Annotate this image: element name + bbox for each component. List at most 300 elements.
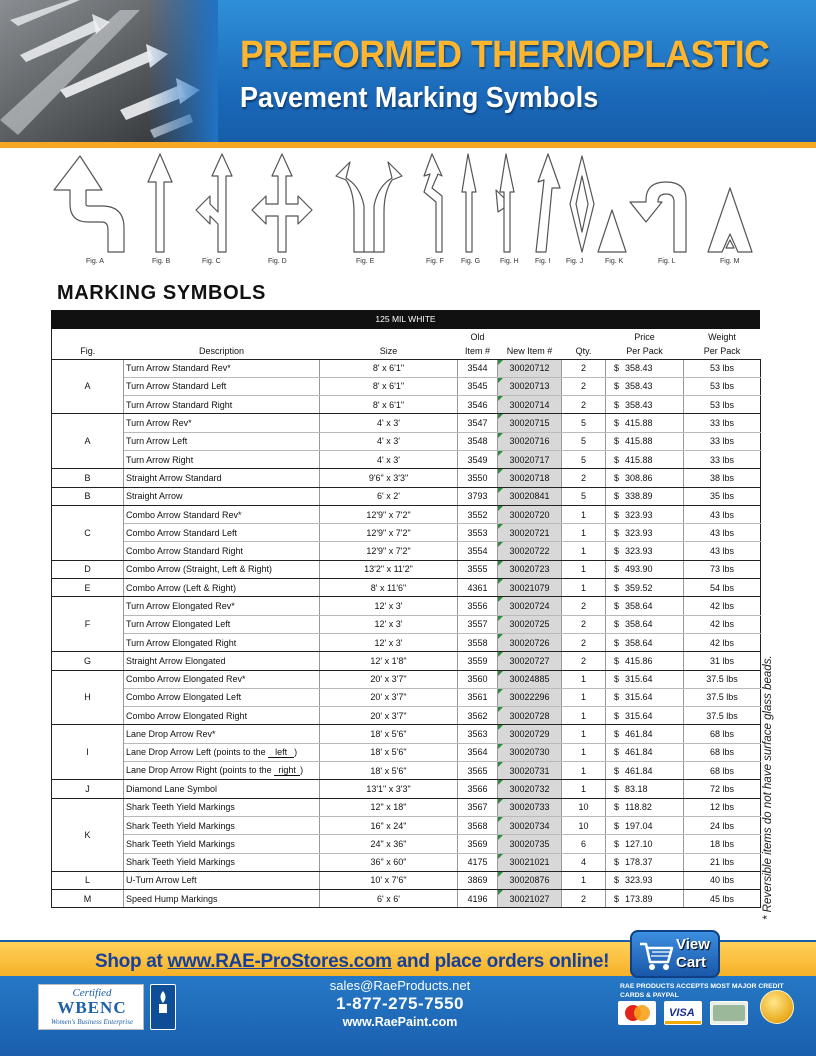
old-item-cell: 3567 (458, 798, 498, 816)
description-cell: Straight Arrow (124, 487, 320, 505)
qty-cell: 2 (562, 377, 606, 395)
qty-cell: 2 (562, 396, 606, 414)
fig-a-icon (54, 156, 124, 252)
fig-c-icon (196, 154, 232, 252)
old-item-cell: 3550 (458, 469, 498, 487)
weight-cell: 24 lbs (684, 816, 761, 834)
price-cell: $ 493.90 (606, 560, 684, 578)
fig-cell: F (52, 597, 124, 652)
qty-cell: 1 (562, 579, 606, 597)
old-item-cell: 3559 (458, 652, 498, 670)
table-row (52, 414, 761, 432)
weight-cell: 53 lbs (684, 396, 761, 414)
cell-marker-icon (498, 561, 503, 566)
new-item-cell: 30022296 (498, 688, 562, 706)
new-item-cell: 30020717 (498, 450, 562, 468)
old-item-cell: 3548 (458, 432, 498, 450)
new-item-cell: 30020714 (498, 396, 562, 414)
cell-marker-icon (498, 854, 503, 859)
size-cell: 18' x 5'6" (320, 725, 458, 743)
mastercard-icon (618, 1001, 656, 1025)
description-cell: Turn Arrow Right (124, 450, 320, 468)
visa-icon: VISA (664, 1001, 702, 1025)
weight-cell: 21 lbs (684, 853, 761, 871)
cell-marker-icon (498, 579, 503, 584)
shop-link[interactable]: www.RAE-ProStores.com (167, 951, 392, 972)
bbb-logo (150, 984, 176, 1030)
new-item-cell: 30021079 (498, 579, 562, 597)
size-cell: 20' x 3'7" (320, 688, 458, 706)
torch-icon (154, 989, 172, 1015)
old-item-cell: 3564 (458, 743, 498, 761)
new-item-cell: 30020841 (498, 487, 562, 505)
col-old-header: Old (470, 331, 485, 342)
description-cell: Turn Arrow Standard Right (124, 396, 320, 414)
size-cell: 12' x 3' (320, 615, 458, 633)
qty-cell: 1 (562, 560, 606, 578)
weight-cell: 42 lbs (684, 615, 761, 633)
table-band: 125 MIL WHITE (51, 310, 760, 329)
qty-cell: 1 (562, 670, 606, 688)
fig-label: Fig. G (461, 258, 481, 265)
view-cart-button[interactable] (630, 930, 720, 978)
weight-cell: 37.5 lbs (684, 707, 761, 725)
cell-marker-icon (498, 451, 503, 456)
table-row (52, 359, 761, 377)
fig-cell: G (52, 652, 124, 670)
size-cell: 24" x 36" (320, 835, 458, 853)
old-item-cell: 3562 (458, 707, 498, 725)
fig-cell: E (52, 579, 124, 597)
weight-cell: 45 lbs (684, 890, 761, 908)
old-item-cell: 3546 (458, 396, 498, 414)
fig-label: Fig. F (426, 258, 444, 265)
size-cell: 6' x 6' (320, 890, 458, 908)
header-row (52, 344, 761, 359)
old-item-cell: 3565 (458, 762, 498, 780)
size-cell: 9'6" x 3'3" (320, 469, 458, 487)
price-cell: $ 323.93 (606, 505, 684, 523)
old-item-cell: 3547 (458, 414, 498, 432)
size-cell: 13'2" x 11'2" (320, 560, 458, 578)
fig-cell: A (52, 359, 124, 414)
description-cell: Shark Teeth Yield Markings (124, 816, 320, 834)
cell-marker-icon (498, 799, 503, 804)
qty-cell: 2 (562, 359, 606, 377)
qty-cell: 1 (562, 688, 606, 706)
table-row (52, 487, 761, 505)
qty-cell: 2 (562, 469, 606, 487)
new-item-cell: 30020725 (498, 615, 562, 633)
cart-label-2: Cart (676, 954, 707, 971)
col-price-header-2: Per Pack (606, 344, 684, 359)
price-cell: $ 415.86 (606, 652, 684, 670)
reversible-note: * Reversible items do not have surface glass beads. (762, 655, 774, 920)
fig-cell: J (52, 780, 124, 798)
cell-marker-icon (498, 506, 503, 511)
price-cell: $ 338.89 (606, 487, 684, 505)
price-cell: $ 315.64 (606, 707, 684, 725)
description-cell: Combo Arrow Standard Rev* (124, 505, 320, 523)
new-item-cell: 30020721 (498, 524, 562, 542)
table-row (52, 890, 761, 908)
weight-cell: 73 lbs (684, 560, 761, 578)
table-row (52, 524, 761, 542)
weight-cell: 18 lbs (684, 835, 761, 853)
new-item-cell: 30020724 (498, 597, 562, 615)
website-link[interactable]: www.RaePaint.com (342, 1015, 458, 1029)
weight-cell: 31 lbs (684, 652, 761, 670)
qty-cell: 1 (562, 743, 606, 761)
old-item-cell: 3563 (458, 725, 498, 743)
price-cell: $ 461.84 (606, 725, 684, 743)
price-cell: $ 415.88 (606, 432, 684, 450)
fig-cell: D (52, 560, 124, 578)
new-item-cell: 30020735 (498, 835, 562, 853)
size-cell: 6' x 2' (320, 487, 458, 505)
old-item-cell: 3560 (458, 670, 498, 688)
size-cell: 12" x 18" (320, 798, 458, 816)
description-cell: U-Turn Arrow Left (124, 871, 320, 889)
page-title: PREFORMED THERMOPLASTIC (240, 34, 770, 76)
weight-cell: 35 lbs (684, 487, 761, 505)
page-header (0, 0, 816, 142)
cell-marker-icon (498, 872, 503, 877)
cell-marker-icon (498, 762, 503, 767)
new-item-cell: 30020723 (498, 560, 562, 578)
col-description-header: Description (124, 344, 320, 359)
description-cell: Combo Arrow (Straight, Left & Right) (124, 560, 320, 578)
fig-label: Fig. H (500, 258, 519, 265)
fig-k-icon (598, 210, 626, 252)
email-link[interactable]: sales@RaeProducts.net (329, 978, 471, 993)
qty-cell: 6 (562, 835, 606, 853)
size-cell: 18' x 5'6" (320, 743, 458, 761)
description-cell: Shark Teeth Yield Markings (124, 835, 320, 853)
old-item-cell: 3555 (458, 560, 498, 578)
description-cell: Speed Hump Markings (124, 890, 320, 908)
description-cell: Lane Drop Arrow Right (points to the right ) (124, 762, 320, 780)
qty-cell: 1 (562, 505, 606, 523)
cell-marker-icon (498, 689, 503, 694)
new-item-cell: 30020732 (498, 780, 562, 798)
qty-cell: 1 (562, 780, 606, 798)
old-item-cell: 3568 (458, 816, 498, 834)
new-item-cell: 30020726 (498, 633, 562, 651)
old-item-cell: 3549 (458, 450, 498, 468)
table-row (52, 615, 761, 633)
table-row (52, 816, 761, 834)
new-item-cell: 30020718 (498, 469, 562, 487)
new-item-cell: 30020722 (498, 542, 562, 560)
weight-cell: 43 lbs (684, 524, 761, 542)
fig-h-icon (496, 154, 514, 252)
description-cell: Combo Arrow Elongated Rev* (124, 670, 320, 688)
old-item-cell: 3556 (458, 597, 498, 615)
price-cell: $ 323.93 (606, 871, 684, 889)
fig-label: Fig. E (356, 258, 375, 265)
size-cell: 4' x 3' (320, 450, 458, 468)
side-note (762, 650, 780, 920)
size-cell: 12' x 3' (320, 633, 458, 651)
table-row (52, 432, 761, 450)
table-row (52, 688, 761, 706)
fig-label: Fig. C (202, 258, 221, 265)
size-cell: 36" x 60" (320, 853, 458, 871)
old-item-cell: 3566 (458, 780, 498, 798)
section-title: MARKING SYMBOLS (57, 282, 266, 304)
fig-label: Fig. J (566, 258, 584, 265)
qty-cell: 1 (562, 762, 606, 780)
weight-cell: 38 lbs (684, 469, 761, 487)
cell-marker-icon (498, 396, 503, 401)
qty-cell: 5 (562, 450, 606, 468)
weight-cell: 37.5 lbs (684, 670, 761, 688)
qty-cell: 4 (562, 853, 606, 871)
weight-cell: 53 lbs (684, 377, 761, 395)
size-cell: 12' x 1'8" (320, 652, 458, 670)
price-cell: $ 118.82 (606, 798, 684, 816)
description-cell: Combo Arrow Standard Left (124, 524, 320, 542)
cell-marker-icon (498, 780, 503, 785)
size-cell: 12'9" x 7'2" (320, 542, 458, 560)
fig-l-icon (630, 182, 686, 252)
table-row (52, 560, 761, 578)
cell-marker-icon (498, 707, 503, 712)
description-cell: Combo Arrow Elongated Right (124, 707, 320, 725)
price-cell: $ 461.84 (606, 743, 684, 761)
price-cell: $ 461.84 (606, 762, 684, 780)
table-row (52, 798, 761, 816)
size-cell: 13'1" x 3'3" (320, 780, 458, 798)
price-cell: $ 415.88 (606, 414, 684, 432)
description-cell: Diamond Lane Symbol (124, 780, 320, 798)
col-size-header: Size (320, 344, 458, 359)
fig-b-icon (148, 154, 172, 252)
qty-cell: 5 (562, 487, 606, 505)
description-cell: Lane Drop Arrow Left (points to the left ) (124, 743, 320, 761)
fig-label: Fig. A (86, 258, 104, 265)
qty-cell: 1 (562, 542, 606, 560)
price-cell: $ 308.86 (606, 469, 684, 487)
old-item-cell: 3561 (458, 688, 498, 706)
old-item-cell: 3552 (458, 505, 498, 523)
old-item-cell: 3569 (458, 835, 498, 853)
road-photo (0, 0, 218, 142)
old-item-cell: 4196 (458, 890, 498, 908)
price-cell: $ 358.43 (606, 396, 684, 414)
weight-cell: 53 lbs (684, 359, 761, 377)
cell-marker-icon (498, 671, 503, 676)
new-item-cell: 30021027 (498, 890, 562, 908)
cell-marker-icon (498, 524, 503, 529)
table-row (52, 670, 761, 688)
qty-cell: 5 (562, 414, 606, 432)
size-cell: 12'9" x 7'2" (320, 524, 458, 542)
size-cell: 20' x 3'7" (320, 670, 458, 688)
new-item-cell: 30020730 (498, 743, 562, 761)
table-row (52, 469, 761, 487)
fig-cell: A (52, 414, 124, 469)
weight-cell: 43 lbs (684, 505, 761, 523)
size-cell: 8' x 6'1" (320, 359, 458, 377)
weight-cell: 68 lbs (684, 762, 761, 780)
fig-f-icon (424, 154, 442, 252)
table-row (52, 707, 761, 725)
fig-cell: L (52, 871, 124, 889)
fig-d-icon (252, 154, 312, 252)
weight-cell: 37.5 lbs (684, 688, 761, 706)
cell-marker-icon (498, 488, 503, 493)
fig-label: Fig. K (605, 258, 624, 265)
weight-cell: 54 lbs (684, 579, 761, 597)
qty-cell: 1 (562, 707, 606, 725)
cell-marker-icon (498, 542, 503, 547)
fig-label: Fig. I (535, 258, 551, 265)
fig-cell: I (52, 725, 124, 780)
fig-j-icon (570, 156, 594, 252)
price-cell: $ 173.89 (606, 890, 684, 908)
new-item-cell: 30020712 (498, 359, 562, 377)
new-item-cell: 30020729 (498, 725, 562, 743)
cell-marker-icon (498, 725, 503, 730)
size-cell: 8' x 6'1" (320, 377, 458, 395)
size-cell: 4' x 3' (320, 414, 458, 432)
table-row (52, 377, 761, 395)
cell-marker-icon (498, 744, 503, 749)
payment-note: RAE PRODUCTS ACCEPTS MOST MAJOR CREDIT CARDS & PAYPAL (620, 983, 784, 999)
fig-cell: B (52, 469, 124, 487)
description-cell: Shark Teeth Yield Markings (124, 853, 320, 871)
old-item-cell: 3869 (458, 871, 498, 889)
wbenc-logo: Certified WBENC Women's Business Enterprise (38, 984, 144, 1030)
cell-marker-icon (498, 616, 503, 621)
cell-marker-icon (498, 378, 503, 383)
new-item-cell: 30020727 (498, 652, 562, 670)
size-cell: 10' x 7'6" (320, 871, 458, 889)
weight-cell: 33 lbs (684, 414, 761, 432)
price-cell: $ 197.04 (606, 816, 684, 834)
new-item-cell: 30020720 (498, 505, 562, 523)
weight-cell: 12 lbs (684, 798, 761, 816)
paypal-seal-icon (760, 990, 794, 1024)
old-item-cell: 3793 (458, 487, 498, 505)
weight-cell: 42 lbs (684, 597, 761, 615)
cell-marker-icon (498, 634, 503, 639)
table-row (52, 871, 761, 889)
phone-number: 1-877-275-7550 (336, 994, 464, 1013)
col-weight-header: Weight (708, 331, 736, 342)
description-cell: Lane Drop Arrow Rev* (124, 725, 320, 743)
fig-cell: M (52, 890, 124, 908)
fig-cell: H (52, 670, 124, 725)
cell-marker-icon (498, 469, 503, 474)
table-body (52, 359, 761, 908)
old-item-cell: 3545 (458, 377, 498, 395)
weight-cell: 72 lbs (684, 780, 761, 798)
qty-cell: 1 (562, 524, 606, 542)
cell-marker-icon (498, 652, 503, 657)
credit-card-icon (710, 1001, 748, 1025)
qty-cell: 10 (562, 816, 606, 834)
fig-label: Fig. L (658, 258, 676, 265)
price-cell: $ 358.64 (606, 615, 684, 633)
table-row (52, 743, 761, 761)
price-cell: $ 358.64 (606, 633, 684, 651)
description-cell: Turn Arrow Rev* (124, 414, 320, 432)
table-row (52, 505, 761, 523)
weight-cell: 33 lbs (684, 450, 761, 468)
marking-symbols-table (51, 329, 761, 908)
fig-e-icon (336, 162, 402, 252)
new-item-cell: 30020734 (498, 816, 562, 834)
cart-label-1: View (676, 936, 710, 953)
description-cell: Shark Teeth Yield Markings (124, 798, 320, 816)
contact-block (280, 978, 520, 1030)
col-weight-header-2: Per Pack (684, 344, 761, 359)
fig-i-icon (536, 154, 560, 252)
table-row (52, 579, 761, 597)
description-cell: Turn Arrow Left (124, 432, 320, 450)
table-row (52, 780, 761, 798)
description-cell: Turn Arrow Standard Left (124, 377, 320, 395)
new-item-cell: 30021021 (498, 853, 562, 871)
price-cell: $ 415.88 (606, 450, 684, 468)
price-cell: $ 83.18 (606, 780, 684, 798)
cell-marker-icon (498, 817, 503, 822)
description-cell: Combo Arrow (Left & Right) (124, 579, 320, 597)
weight-cell: 42 lbs (684, 633, 761, 651)
col-qty-header: Qty. (562, 344, 606, 359)
old-item-cell: 4361 (458, 579, 498, 597)
description-cell: Straight Arrow Standard (124, 469, 320, 487)
description-cell: Turn Arrow Elongated Right (124, 633, 320, 651)
price-cell: $ 323.93 (606, 542, 684, 560)
cart-icon (638, 940, 674, 972)
description-cell: Turn Arrow Elongated Left (124, 615, 320, 633)
weight-cell: 68 lbs (684, 725, 761, 743)
price-cell: $ 358.43 (606, 377, 684, 395)
price-cell: $ 359.52 (606, 579, 684, 597)
old-item-cell: 3554 (458, 542, 498, 560)
figure-strip (40, 152, 780, 270)
fig-label: Fig. D (268, 258, 287, 265)
size-cell: 4' x 3' (320, 432, 458, 450)
col-new-header: New Item # (498, 344, 562, 359)
table-row (52, 853, 761, 871)
table-row (52, 450, 761, 468)
table-row (52, 542, 761, 560)
description-cell: Combo Arrow Standard Right (124, 542, 320, 560)
col-price-header: Price (634, 331, 655, 342)
cell-marker-icon (498, 890, 503, 895)
table-row (52, 762, 761, 780)
cell-marker-icon (498, 835, 503, 840)
col-old-header-2: Item # (458, 344, 498, 359)
old-item-cell: 4175 (458, 853, 498, 871)
table-row (52, 597, 761, 615)
price-table (51, 310, 760, 908)
fig-cell: C (52, 505, 124, 560)
new-item-cell: 30020716 (498, 432, 562, 450)
qty-cell: 2 (562, 890, 606, 908)
new-item-cell: 30020731 (498, 762, 562, 780)
price-cell: $ 358.43 (606, 359, 684, 377)
qty-cell: 2 (562, 615, 606, 633)
page-subtitle: Pavement Marking Symbols (240, 82, 599, 114)
fig-label: Fig. B (152, 258, 171, 265)
fig-m-icon (708, 188, 752, 252)
